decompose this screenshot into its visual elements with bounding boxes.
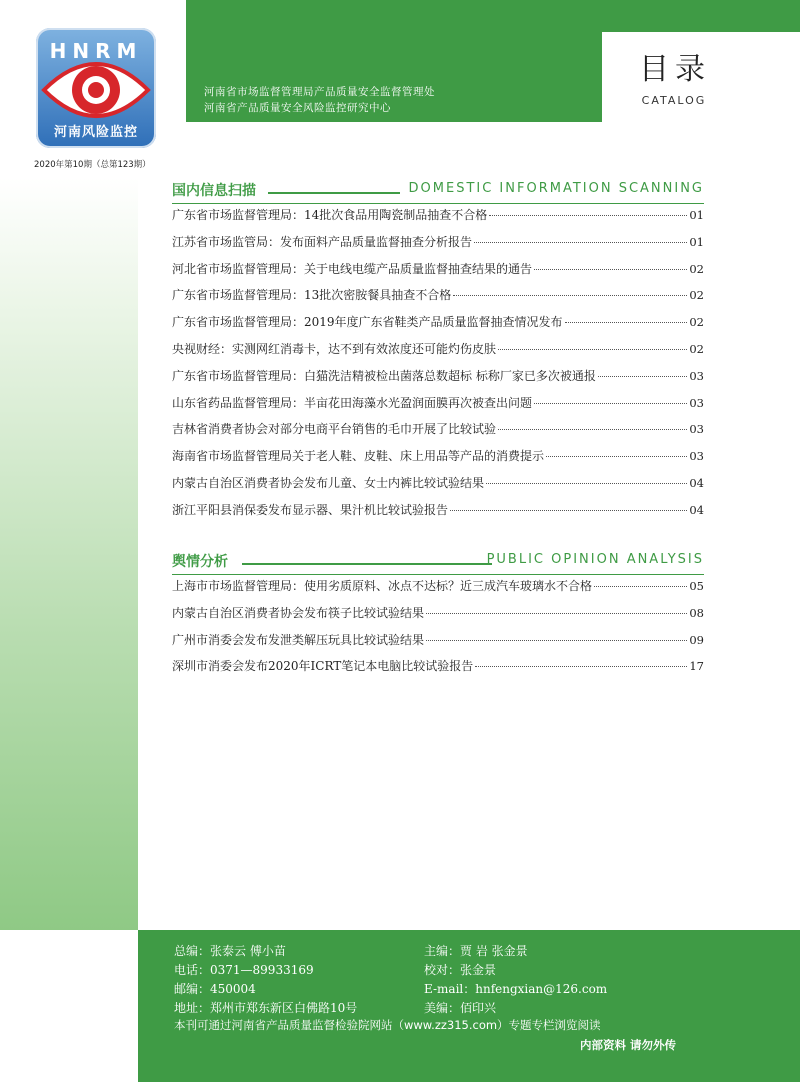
toc-item[interactable]: 河北省市场监督管理局：关于电线电缆产品质量监督抽查结果的通告 02 (172, 261, 704, 276)
section-title-en: PUBLIC OPINION ANALYSIS (486, 552, 704, 567)
toc-item[interactable]: 内蒙古自治区消费者协会发布儿童、女士内裤比较试验结果 04 (172, 475, 704, 490)
editor: 主编：贾 岩 张金景 (424, 944, 528, 958)
toc-item[interactable]: 广东省市场监督管理局：2019年度广东省鞋类产品质量监督抽查情况发布 02 (172, 315, 704, 330)
postcode: 邮编：450004 (174, 982, 256, 996)
proofreader: 校对：张金景 (424, 963, 497, 977)
section-divider (268, 192, 400, 194)
toc-list (172, 206, 704, 528)
toc-item[interactable]: 央视财经：实测网红消毒卡，达不到有效浓度还可能灼伤皮肤 02 (172, 341, 704, 356)
art-editor: 美编：佰印兴 (424, 1001, 497, 1015)
logo-text: 河南风险监控 (53, 125, 139, 140)
toc-item[interactable]: 内蒙古自治区消费者协会发布筷子比较试验结果 08 (172, 605, 704, 620)
left-decor-bar (0, 178, 138, 930)
org-name-1: 河南省市场监督管理局产品质量安全监督管理处 (204, 86, 435, 98)
eye-logo-icon (36, 28, 156, 148)
section-underline (172, 203, 704, 204)
toc-item[interactable]: 浙江平阳县消保委发布显示器、果汁机比较试验报告 04 (172, 502, 704, 517)
page-title: 目录 (639, 52, 711, 87)
toc-item[interactable]: 广东省市场监督管理局：13批次密胺餐具抽查不合格 02 (172, 288, 704, 303)
toc-list (172, 577, 704, 684)
section-header (172, 180, 704, 202)
section-title-cn: 国内信息扫描 (172, 183, 256, 199)
section-title-en: DOMESTIC INFORMATION SCANNING (408, 181, 704, 196)
toc-item[interactable]: 吉林省消费者协会对部分电商平台销售的毛巾开展了比较试验 03 (172, 422, 704, 437)
toc-item[interactable]: 海南省市场监督管理局关于老人鞋、皮鞋、床上用品等产品的消费提示 03 (172, 449, 704, 464)
hnrm-logo (36, 28, 156, 148)
chief-editor: 总编：张泰云 傅小苗 (174, 944, 286, 958)
internal-notice: 内部资料 请勿外传 (580, 1038, 677, 1052)
section-divider (242, 563, 492, 565)
page-title-en: CATALOG (641, 94, 707, 107)
toc-item[interactable]: 山东省药品监督管理局：半亩花田海藻水光盈润面膜再次被查出问题 03 (172, 395, 704, 410)
toc-item[interactable]: 广州市消委会发布发泄类解压玩具比较试验结果 09 (172, 632, 704, 647)
website-note: 本刊可通过河南省产品质量监督检验院网站（www.zz315.com）专题专栏浏览阅读 (174, 1018, 601, 1032)
phone: 电话：0371—89933169 (174, 963, 314, 977)
toc-item[interactable]: 深圳市消委会发布2020年ICRT笔记本电脑比较试验报告 17 (172, 659, 704, 674)
section-title-cn: 舆情分析 (172, 554, 228, 570)
section-domestic (172, 180, 704, 528)
toc-item[interactable]: 上海市市场监督管理局：使用劣质原料、冰点不达标？近三成汽车玻璃水不合格 05 (172, 579, 704, 593)
toc-item[interactable]: 江苏省市场监管局：发布面料产品质量监督抽查分析报告 01 (172, 234, 704, 249)
section-header (172, 551, 704, 573)
toc-item[interactable]: 广东省市场监督管理局：白猫洗洁精被检出菌落总数超标 标称厂家已多次被通报 03 (172, 368, 704, 383)
section-underline (172, 574, 704, 575)
email[interactable]: E-mail：hnfengxian@126.com (424, 982, 608, 996)
address: 地址：郑州市郑东新区白佛路10号 (174, 1001, 358, 1015)
logo-letters: HNRM (49, 39, 143, 63)
org-name-2: 河南省产品质量安全风险监控研究中心 (204, 102, 391, 114)
issue-number: 2020年第10期（总第123期） (34, 160, 151, 170)
section-opinion (172, 551, 704, 684)
toc-item[interactable]: 广东省市场监督管理局：14批次食品用陶瓷制品抽查不合格 01 (172, 208, 704, 222)
